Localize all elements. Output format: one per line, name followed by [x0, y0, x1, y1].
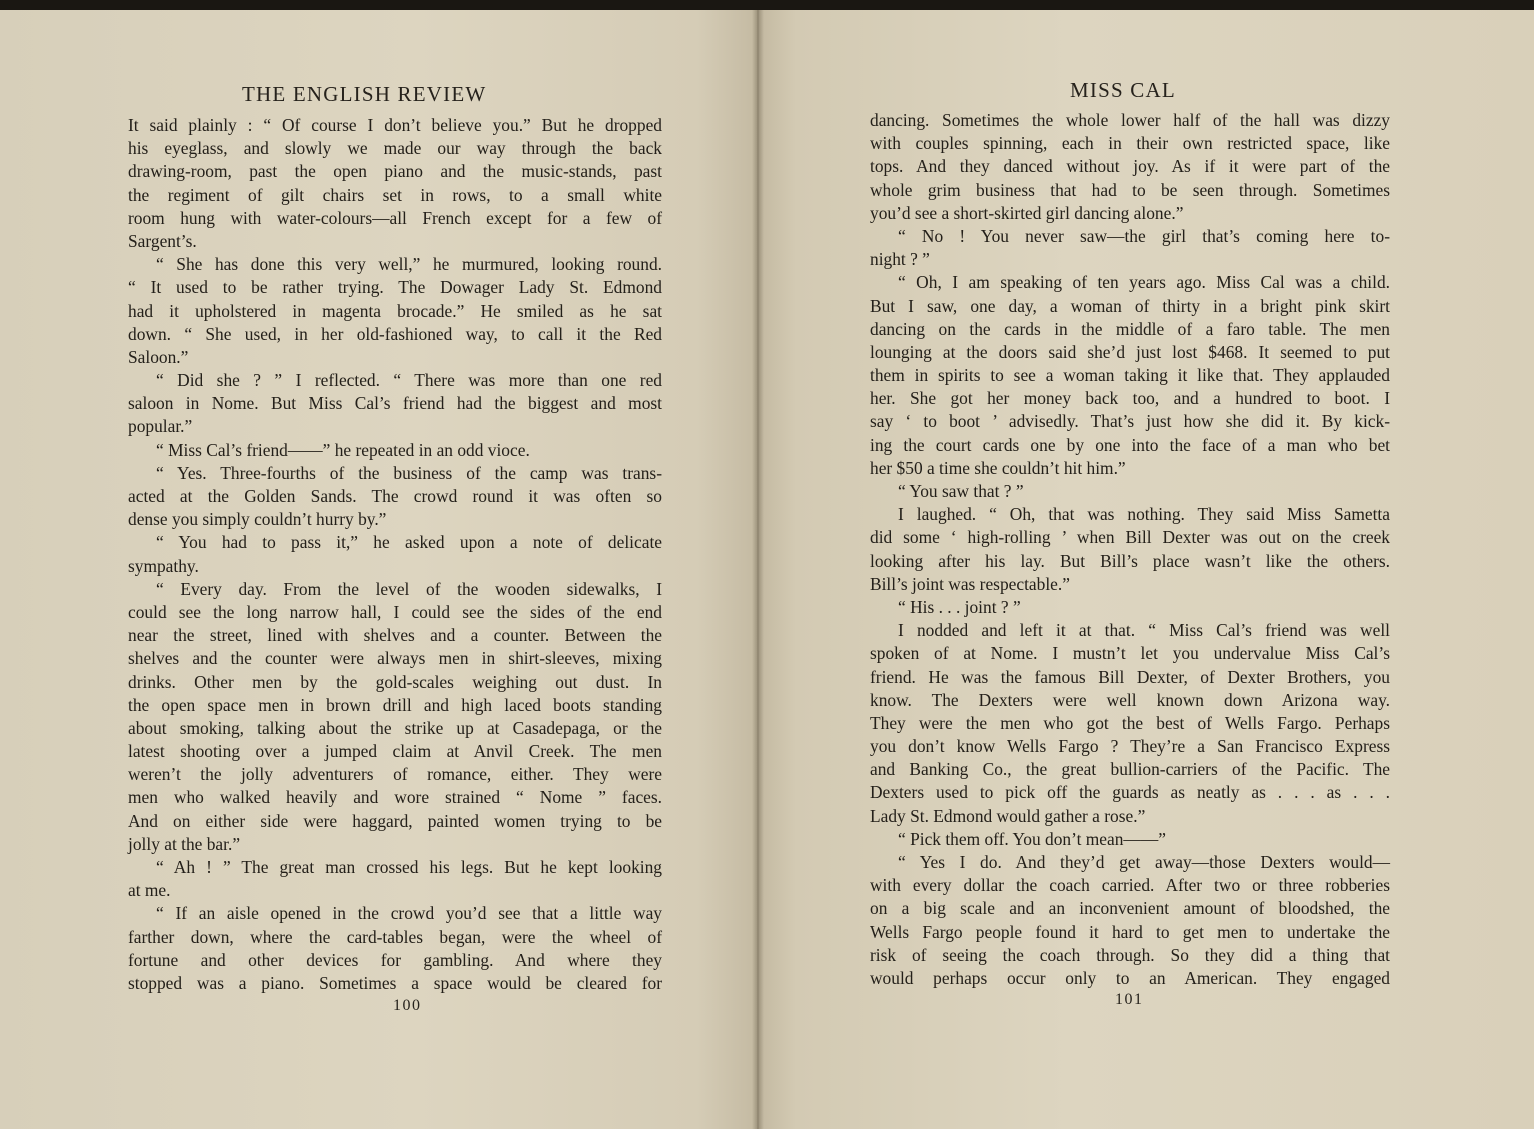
text-line: “ Ah ! ” The great man crossed his legs. But he kept looking [156, 857, 662, 877]
page-number: 101 [1115, 991, 1144, 1008]
text-line: Sargent’s. [128, 230, 197, 251]
running-head: THE ENGLISH REVIEW [242, 82, 487, 106]
text-line: at me. [128, 880, 171, 901]
text-line: latest shooting over a jumped claim at Anvil Creek. The men [128, 741, 662, 762]
text-line: would perhaps occur only to an American. They engaged [870, 967, 1390, 988]
text-line: “ Yes I do. And they’d get away—those Dexters would— [898, 852, 1390, 872]
text-line: weren’t the jolly adventurers of romance, either. They were [128, 764, 662, 785]
text-line: her. She got her money back too, and a hundred to boot. I [870, 388, 1390, 409]
text-line: fortune and other devices for gambling. And where they [128, 949, 662, 970]
text-line: They were the men who got the best of Wells Fargo. Perhaps [870, 712, 1390, 733]
text-line: shelves and the counter were always men in shirt-sleeves, mixing [128, 648, 662, 669]
text-line: “ If an aisle opened in the crowd you’d see that a little way [156, 903, 662, 924]
text-line: did some ‘ high-rolling ’ when Bill Dexter was out on the creek [870, 527, 1390, 548]
text-line: about smoking, talking about the strike up at Casadepaga, or the [128, 717, 662, 738]
text-line: risk of seeing the coach through. So they did a thing that [870, 944, 1390, 965]
text-line: “ It used to be rather trying. The Dowager Lady St. Edmond [128, 277, 662, 298]
text-line: down. “ She used, in her old-fashioned way, to call it the Red [128, 323, 662, 344]
text-line: and Banking Co., the great bullion-carriers of the Pacific. The [870, 759, 1390, 780]
text-line: popular.” [128, 416, 193, 437]
text-line: “ Every day. From the level of the wooden sidewalks, I [156, 578, 662, 599]
page-body-text [128, 114, 662, 995]
text-line: But I saw, one day, a woman of thirty in a bright pink skirt [870, 295, 1390, 316]
text-line: had it upholstered in magenta brocade.” He smiled as he sat [128, 300, 662, 321]
text-line: men who walked heavily and wore strained “ Nome ” faces. [128, 787, 662, 808]
page-number: 100 [393, 997, 422, 1014]
text-line: room hung with water-colours—all French except for a few of [128, 207, 662, 228]
text-line: the regiment of gilt chairs set in rows, to a small white [128, 184, 662, 205]
text-line: dancing on the cards in the middle of a faro table. The men [870, 318, 1390, 339]
text-line: you don’t know Wells Fargo ? They’re a San Francisco Express [870, 736, 1390, 757]
text-line: And on either side were haggard, painted women trying to be [128, 810, 662, 831]
text-line: ing the court cards one by one into the face of a man who bet [870, 434, 1390, 455]
text-line: with couples spinning, each in their own restricted space, like [870, 133, 1390, 154]
text-line: know. The Dexters were well known down Arizona way. [870, 689, 1390, 710]
text-line: sympathy. [128, 555, 199, 576]
text-line: lounging at the doors said she’d just lost $468. It seemed to put [870, 341, 1390, 362]
text-line: looking after his lay. But Bill’s place wasn’t like the others. [870, 550, 1390, 571]
text-line: with every dollar the coach carried. After two or three robberies [870, 875, 1390, 896]
text-line: Saloon.” [128, 346, 189, 367]
text-line: say ‘ to boot ’ advisedly. That’s just how she did it. By kick- [870, 411, 1390, 432]
text-line: “ You saw that ? ” [898, 481, 1024, 501]
text-line: “ Did she ? ” I reflected. “ There was more than one red [156, 370, 662, 391]
text-line: acted at the Golden Sands. The crowd round it was often so [128, 486, 662, 506]
page-body-text [870, 109, 1390, 990]
text-line: her $50 a time she couldn’t hit him.” [870, 457, 1126, 478]
text-line: friend. He was the famous Bill Dexter, of Dexter Brothers, you [870, 666, 1390, 687]
text-line: drinks. Other men by the gold-scales weighing out dust. In [128, 671, 662, 692]
text-line: could see the long narrow hall, I could see the sides of the end [128, 601, 662, 622]
text-line: “ You had to pass it,” he asked upon a note of delicate [156, 532, 662, 553]
text-line: you’d see a short-skirted girl dancing alone.” [870, 202, 1184, 223]
text-line: jolly at the bar.” [128, 833, 241, 854]
text-line: “ His . . . joint ? ” [898, 596, 1021, 617]
text-line: Lady St. Edmond would gather a rose.” [870, 805, 1146, 826]
text-line: Bill’s joint was respectable.” [870, 573, 1070, 594]
right-page [757, 10, 1534, 1129]
book-gutter [752, 10, 764, 1129]
text-line: dancing. Sometimes the whole lower half of the hall was dizzy [870, 110, 1390, 130]
text-line: his eyeglass, and slowly we made our way through the back [128, 138, 662, 159]
text-line: stopped was a piano. Sometimes a space would be cleared for [128, 972, 662, 993]
text-line: on a big scale and an inconvenient amount of bloodshed, the [870, 898, 1390, 919]
text-line: “ Oh, I am speaking of ten years ago. Miss Cal was a child. [898, 272, 1390, 293]
text-line: “ No ! You never saw—the girl that’s coming here to- [898, 225, 1390, 246]
text-line: Dexters used to pick off the guards as neatly as . . . as . . . [870, 782, 1390, 803]
text-line: It said plainly : “ Of course I don’t believe you.” But he dropped [128, 115, 662, 135]
text-line: Wells Fargo people found it hard to get men to undertake the [870, 921, 1390, 942]
text-line: “ Yes. Three-fourths of the business of the camp was trans- [156, 462, 662, 483]
text-line: night ? ” [870, 249, 930, 270]
text-line: drawing-room, past the open piano and the music-stands, past [128, 161, 662, 182]
text-line: “ She has done this very well,” he murmured, looking round. [156, 254, 662, 275]
text-line: I laughed. “ Oh, that was nothing. They said Miss Sametta [898, 504, 1390, 525]
text-line: I nodded and left it at that. “ Miss Cal’s friend was well [898, 620, 1390, 641]
text-line: “ Pick them off. You don’t mean——” [898, 828, 1166, 849]
text-line: near the street, lined with shelves and a counter. Between the [128, 625, 662, 646]
text-line: spoken of at Nome. I mustn’t let you undervalue Miss Cal’s [870, 643, 1390, 664]
text-line: the open space men in brown drill and high laced boots standing [128, 694, 662, 715]
text-line: tops. And they danced without joy. As if it were part of the [870, 156, 1390, 177]
text-line: dense you simply couldn’t hurry by.” [128, 509, 387, 530]
text-line: them in spirits to see a woman taking it like that. They applauded [870, 365, 1390, 386]
text-line: whole grim business that had to be seen through. Sometimes [870, 179, 1390, 200]
left-page [0, 10, 757, 1129]
text-line: saloon in Nome. But Miss Cal’s friend had the biggest and most [128, 393, 662, 414]
text-line: farther down, where the card-tables began, were the wheel of [128, 926, 662, 947]
running-head: MISS CAL [1070, 78, 1176, 102]
text-line: “ Miss Cal’s friend——” he repeated in an odd vioce. [156, 439, 530, 460]
